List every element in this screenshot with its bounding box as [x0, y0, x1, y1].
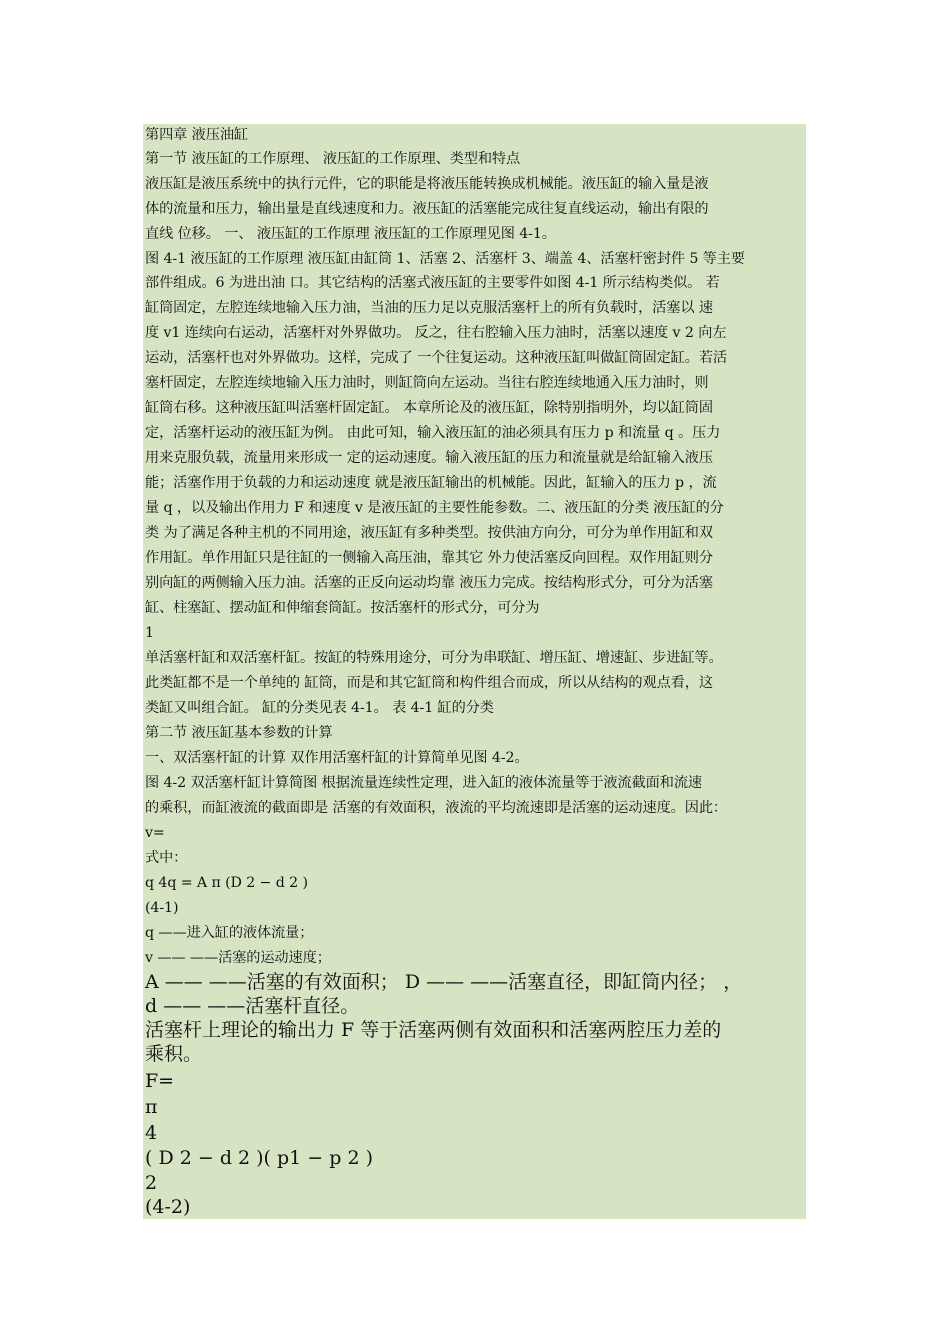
chapter-title: 第四章 液压油缸	[145, 127, 249, 143]
text-line: 一、双活塞杆缸的计算 双作用活塞杆缸的计算简单见图 4-2。	[145, 750, 529, 766]
text-line: 用来克服负载，流量用来形成一 定的运动速度。输入液压缸的压力和流量就是给缸输入液压	[145, 450, 713, 466]
equation-number: (4-1)	[145, 900, 179, 916]
text-line: 运动，活塞杆也对外界做功。这样，完成了 一个往复运动。这种液压缸叫做缸筒固定缸。若活	[145, 350, 728, 366]
text-line: 作用缸。单作用缸只是往缸的一侧输入高压油，靠其它 外力使活塞反向回程。双作用缸则分	[145, 550, 713, 566]
text-line: 量 q ，以及输出作用力 F 和速度 v 是液压缸的主要性能参数。二、液压缸的分类 液压缸的分	[145, 500, 724, 516]
text-line: 直线 位移。 一、 液压缸的工作原理 液压缸的工作原理见图 4-1。	[145, 226, 556, 242]
section-title: 第一节 液压缸的工作原理、 液压缸的工作原理、类型和特点	[145, 151, 521, 167]
formula-line: q 4q = A π (D 2 − d 2 )	[145, 875, 308, 891]
text-line: 图 4-1 液压缸的工作原理 液压缸由缸筒 1、活塞 2、活塞杆 3、端盖 4、活塞杆密封件 5 等主要	[145, 251, 745, 267]
text-line: 定，活塞杆运动的液压缸为例。 由此可知，输入液压缸的油必须具有压力 p 和流量 q 。压力	[145, 425, 721, 441]
text-line: 别向缸的两侧输入压力油。活塞的正反向运动均靠 液压力完成。按结构形式分，可分为活塞	[145, 575, 713, 591]
section-title: 第二节 液压缸基本参数的计算	[145, 725, 333, 741]
text-line: 体的流量和压力，输出量是直线速度和力。液压缸的活塞能完成往复直线运动，输出有限的	[145, 201, 709, 217]
formula-line: π	[145, 1096, 158, 1118]
symbol-definition: v —— ——活塞的运动速度；	[145, 950, 331, 966]
text-line: 此类缸都不是一个单纯的 缸筒，而是和其它缸筒和构件组合而成，所以从结构的观点看，这	[145, 675, 713, 691]
text-line: 度 v1 连续向右运动，活塞杆对外界做功。 反之，往右腔输入压力油时，活塞以速度 v 2 向左	[145, 325, 727, 341]
text-line: 塞杆固定，左腔连续地输入压力油时，则缸筒向左运动。当往右腔连续地通入压力油时，则	[145, 375, 709, 391]
text-line: 单活塞杆缸和双活塞杆缸。按缸的特殊用途分，可分为串联缸、增压缸、增速缸、步进缸等。	[145, 650, 723, 666]
text-line: 图 4-2 双活塞杆缸计算简图 根据流量连续性定理，进入缸的液体流量等于液流截面和流速	[145, 775, 703, 791]
formula-line: ( D 2 − d 2 )( p1 − p 2 )	[145, 1147, 373, 1169]
text-line: 类缸又叫组合缸。 缸的分类见表 4-1。 表 4-1 缸的分类	[145, 700, 494, 716]
text-line: 缸筒固定，左腔连续地输入压力油，当油的压力足以克服活塞杆上的所有负载时，活塞以 速	[145, 300, 713, 316]
page-number: 1	[145, 625, 154, 641]
text-line: 液压缸是液压系统中的执行元件，它的职能是将液压能转换成机械能。液压缸的输入量是液	[145, 176, 709, 192]
formula-line: 4	[145, 1122, 158, 1144]
formula-line: F=	[145, 1070, 175, 1092]
text-line: 乘积。	[145, 1043, 203, 1065]
text-line: 缸筒右移。这种液压缸叫活塞杆固定缸。 本章所论及的液压缸，除特别指明外，均以缸筒固	[145, 400, 713, 416]
text-line: 缸、柱塞缸、摆动缸和伸缩套筒缸。按活塞杆的形式分，可分为	[145, 600, 540, 616]
equation-number: (4-2)	[145, 1196, 191, 1218]
formula-line: 2	[145, 1172, 158, 1194]
text-line: q ——进入缸的液体流量；	[145, 925, 314, 941]
text-line: 部件组成。6 为进出油 口。其它结构的活塞式液压缸的主要零件如图 4-1 所示结构类似。 若	[145, 275, 720, 291]
symbol-definition: d —— ——活塞杆直径。	[145, 995, 360, 1017]
text-line: 能；活塞作用于负载的力和运动速度 就是液压缸输出的机械能。因此，缸输入的压力 p ，流	[145, 475, 717, 491]
text-line: 活塞杆上理论的输出力 F 等于活塞两侧有效面积和活塞两腔压力差的	[145, 1019, 722, 1041]
text-line: 式中：	[145, 850, 188, 866]
text-line: 的乘积，而缸液流的截面即是 活塞的有效面积，液流的平均流速即是活塞的运动速度。因此：	[145, 800, 728, 816]
text-line: 类 为了满足各种主机的不同用途，液压缸有多种类型。按供油方向分，可分为单作用缸和双	[145, 525, 713, 541]
symbol-definition: A —— ——活塞的有效面积； D —— ——活塞直径，即缸筒内径； ，	[145, 971, 743, 993]
formula-line: v=	[145, 825, 165, 841]
